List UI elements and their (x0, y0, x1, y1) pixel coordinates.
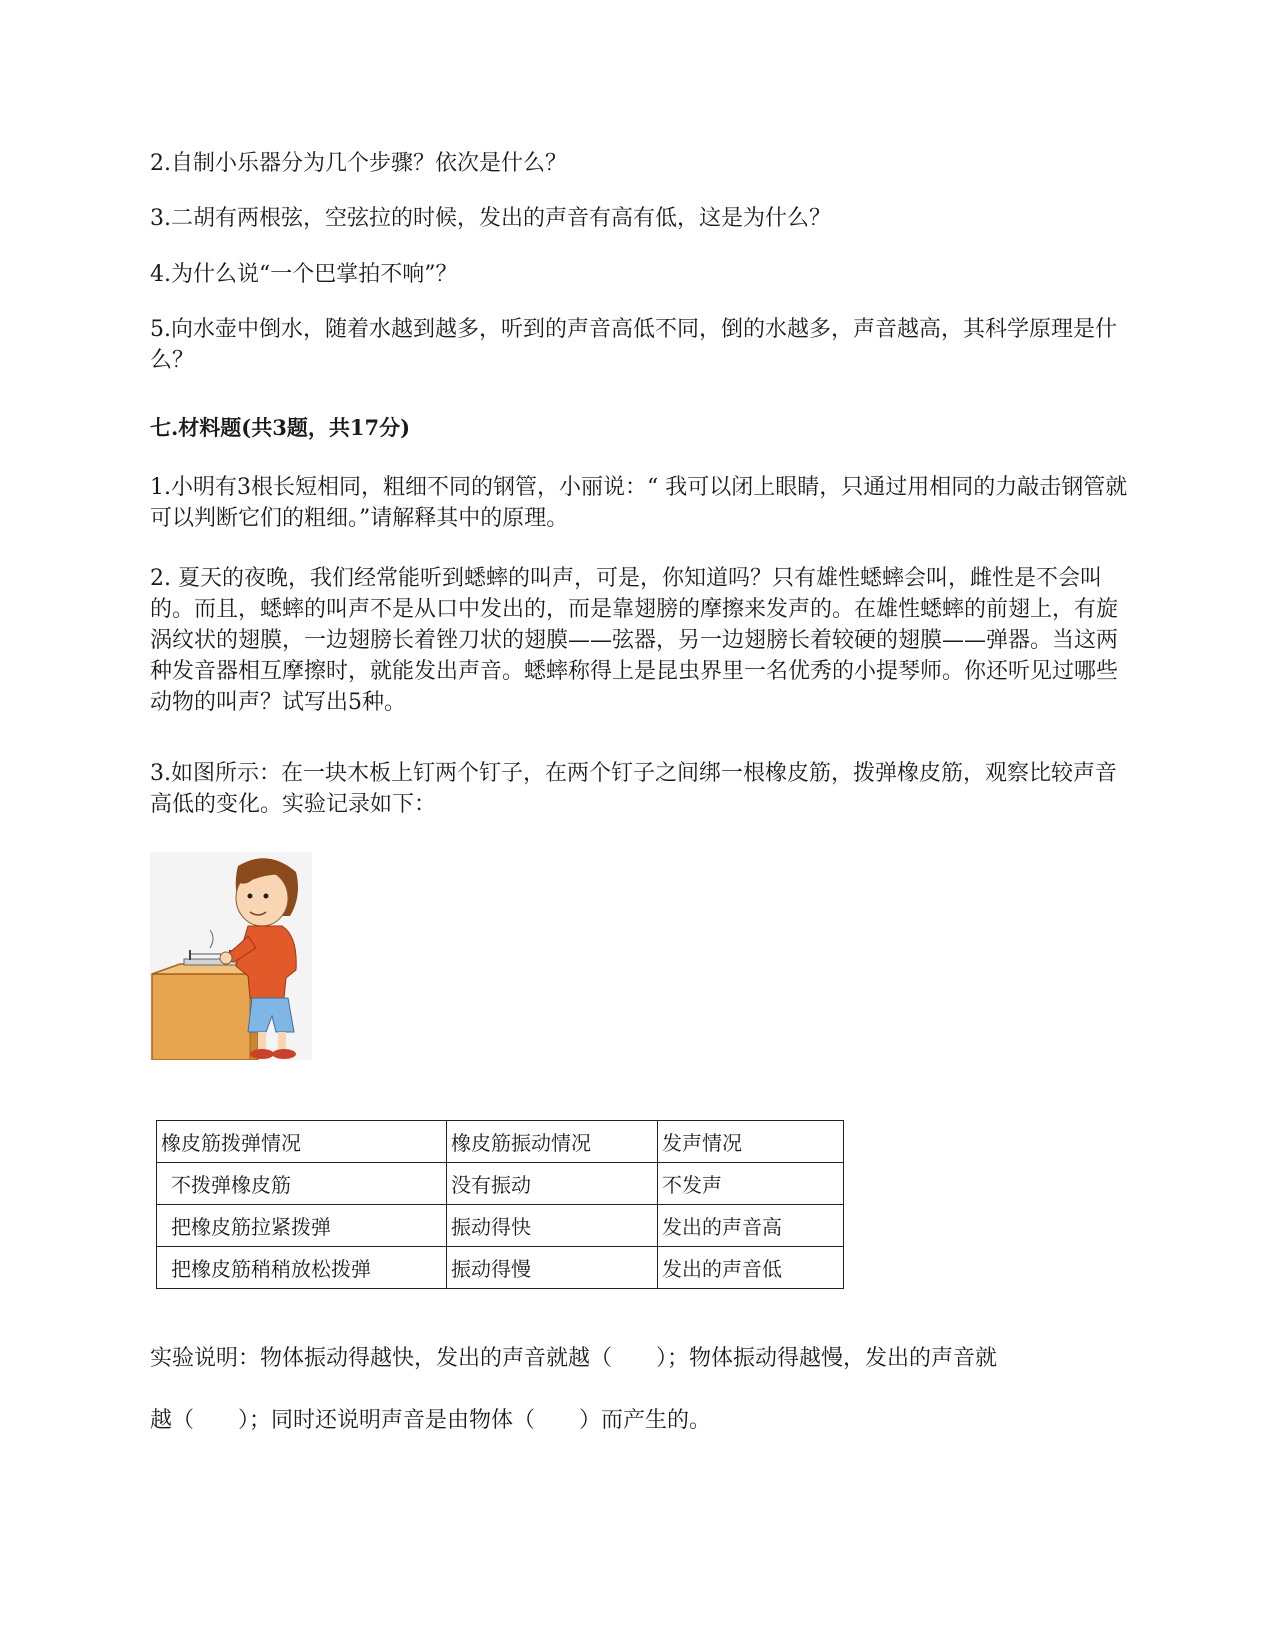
table-cell: 发出的声音低 (658, 1247, 844, 1289)
table-cell: 不发声 (658, 1163, 844, 1205)
table-cell: 不拨弹橡皮筋 (157, 1163, 447, 1205)
experiment-record-table (156, 1120, 844, 1289)
conclusion-line-2: 越（ ）；同时还说明声音是由物体（ ）而产生的。 (150, 1408, 712, 1433)
question-4-clap: 4.为什么说“一个巴掌拍不响”？ (150, 262, 458, 287)
table-header-cell: 发声情况 (658, 1121, 844, 1163)
table-header-cell: 橡皮筋振动情况 (447, 1121, 658, 1163)
question-3-erhu: 3.二胡有两根弦，空弦拉的时候，发出的声音有高有低，这是为什么？ (150, 206, 831, 231)
table-cell: 把橡皮筋稍稍放松拨弹 (157, 1247, 447, 1289)
boy-plucking-rubber-band-illustration (150, 852, 312, 1060)
table-row (157, 1247, 844, 1289)
material-question-3: 3.如图所示：在一块木板上钉两个钉子，在两个钉子之间绑一根橡皮筋，拨弹橡皮筋，观察比较声音高低的变化。实验记录如下： (150, 761, 1117, 817)
question-2-tools: 2.自制小乐器分为几个步骤？依次是什么？ (150, 151, 567, 176)
conclusion-line-1: 实验说明：物体振动得越快，发出的声音就越（ ）；物体振动得越慢，发出的声音就 (150, 1346, 998, 1371)
table-row (157, 1163, 844, 1205)
table-header-row (157, 1121, 844, 1163)
table-cell: 振动得快 (447, 1205, 658, 1247)
table-header-cell: 橡皮筋拨弹情况 (157, 1121, 447, 1163)
question-5-kettle: 5.向水壶中倒水，随着水越到越多，听到的声音高低不同，倒的水越多，声音越高，其科学原理是什么？ (150, 317, 1117, 373)
section-heading: 七.材料题(共3题，共17分) (150, 415, 411, 440)
table-cell: 振动得慢 (447, 1247, 658, 1289)
table-cell: 发出的声音高 (658, 1205, 844, 1247)
table-cell: 没有振动 (447, 1163, 658, 1205)
material-question-1: 1.小明有3根长短相同，粗细不同的钢管，小丽说：“ 我可以闭上眼睛，只通过用相同的力敲击钢管就可以判断它们的粗细。”请解释其中的原理。 (150, 475, 1128, 531)
table-row (157, 1205, 844, 1247)
material-question-2: 2. 夏天的夜晚，我们经常能听到蟋蟀的叫声，可是，你知道吗？只有雄性蟋蟀会叫，雌性是不会叫的。而且，蟋蟀的叫声不是从口中发出的，而是靠翅膀的摩擦来发声的。在雄性蟋蟀的前翅上，有旋涡纹状的翅膜，一边翅膀长着锉刀状的翅膜——弦器，另一边翅膀长着较硬的翅膜——弹器。当这两种发音器相互摩擦时，就能发出声音。蟋蟀称得上是昆虫界里一名优秀的小提琴师。你还听见过哪些动物的叫声？试写出5种。 (150, 566, 1119, 715)
table-cell: 把橡皮筋拉紧拨弹 (157, 1205, 447, 1247)
